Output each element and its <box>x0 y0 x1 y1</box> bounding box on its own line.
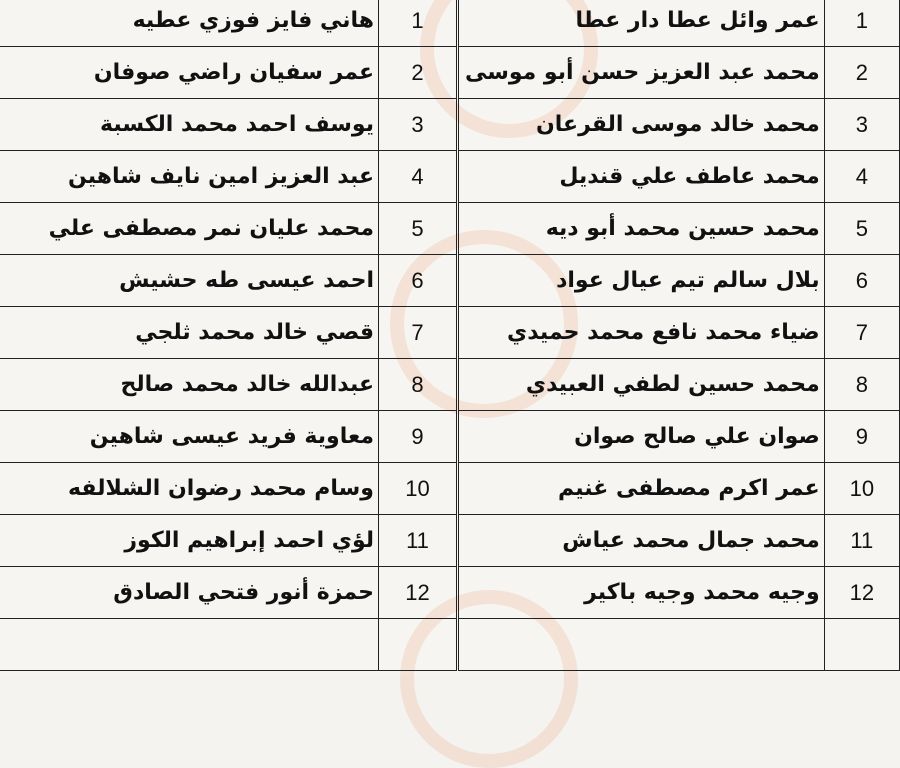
row-number: 12 <box>379 567 457 619</box>
person-name: محمد عاطف علي قنديل <box>459 151 825 203</box>
table-row <box>459 47 900 99</box>
table-row <box>459 567 900 619</box>
person-name: عمر سفيان راضي صوفان <box>0 47 379 99</box>
person-name: هاني فايز فوزي عطيه <box>0 0 379 47</box>
row-number: 9 <box>379 411 457 463</box>
person-name: محمد عليان نمر مصطفى علي <box>0 203 379 255</box>
person-name: وسام محمد رضوان الشلالفه <box>0 463 379 515</box>
empty-cell <box>459 619 825 671</box>
row-number: 9 <box>824 411 899 463</box>
row-number: 4 <box>379 151 457 203</box>
table-row <box>459 307 900 359</box>
table-row <box>0 47 457 99</box>
row-number: 3 <box>824 99 899 151</box>
person-name: محمد حسين محمد أبو ديه <box>459 203 825 255</box>
table-row <box>459 359 900 411</box>
names-table-left <box>0 0 457 671</box>
table-row <box>459 99 900 151</box>
table-row <box>459 203 900 255</box>
table-row <box>0 463 457 515</box>
table-row <box>0 619 457 671</box>
person-name: محمد عبد العزيز حسن أبو موسى <box>459 47 825 99</box>
row-number: 6 <box>824 255 899 307</box>
empty-cell <box>379 619 457 671</box>
row-number: 2 <box>379 47 457 99</box>
person-name: ضياء محمد نافع محمد حميدي <box>459 307 825 359</box>
empty-cell <box>824 619 899 671</box>
table-row <box>0 151 457 203</box>
row-number: 8 <box>824 359 899 411</box>
person-name: عبدالله خالد محمد صالح <box>0 359 379 411</box>
table-row <box>0 255 457 307</box>
row-number: 5 <box>824 203 899 255</box>
table-row <box>0 203 457 255</box>
table-row <box>0 567 457 619</box>
row-number: 3 <box>379 99 457 151</box>
table-row <box>459 255 900 307</box>
table-row <box>459 463 900 515</box>
person-name: حمزة أنور فتحي الصادق <box>0 567 379 619</box>
person-name: لؤي احمد إبراهيم الكوز <box>0 515 379 567</box>
row-number: 12 <box>824 567 899 619</box>
table-row <box>0 515 457 567</box>
row-number: 8 <box>379 359 457 411</box>
table-row <box>459 411 900 463</box>
person-name: عمر وائل عطا دار عطا <box>459 0 825 47</box>
person-name: صوان علي صالح صوان <box>459 411 825 463</box>
table-row <box>0 0 457 47</box>
person-name: قصي خالد محمد ثلجي <box>0 307 379 359</box>
table-row <box>0 359 457 411</box>
row-number: 1 <box>379 0 457 47</box>
table-row <box>459 0 900 47</box>
row-number: 1 <box>824 0 899 47</box>
row-number: 10 <box>379 463 457 515</box>
row-number: 11 <box>379 515 457 567</box>
row-number: 10 <box>824 463 899 515</box>
person-name: وجيه محمد وجيه باكير <box>459 567 825 619</box>
person-name: بلال سالم تيم عيال عواد <box>459 255 825 307</box>
row-number: 7 <box>824 307 899 359</box>
person-name: محمد خالد موسى القرعان <box>459 99 825 151</box>
table-row <box>0 99 457 151</box>
row-number: 11 <box>824 515 899 567</box>
person-name: محمد جمال محمد عياش <box>459 515 825 567</box>
names-table-right <box>458 0 900 671</box>
row-number: 4 <box>824 151 899 203</box>
person-name: احمد عيسى طه حشيش <box>0 255 379 307</box>
person-name: عبد العزيز امين نايف شاهين <box>0 151 379 203</box>
person-name: محمد حسين لطفي العبيدي <box>459 359 825 411</box>
table-row <box>0 307 457 359</box>
row-number: 6 <box>379 255 457 307</box>
person-name: يوسف احمد محمد الكسبة <box>0 99 379 151</box>
person-name: عمر اكرم مصطفى غنيم <box>459 463 825 515</box>
table-row <box>0 411 457 463</box>
table-row <box>459 619 900 671</box>
empty-cell <box>0 619 379 671</box>
table-row <box>459 515 900 567</box>
row-number: 2 <box>824 47 899 99</box>
person-name: معاوية فريد عيسى شاهين <box>0 411 379 463</box>
row-number: 7 <box>379 307 457 359</box>
row-number: 5 <box>379 203 457 255</box>
table-row <box>459 151 900 203</box>
